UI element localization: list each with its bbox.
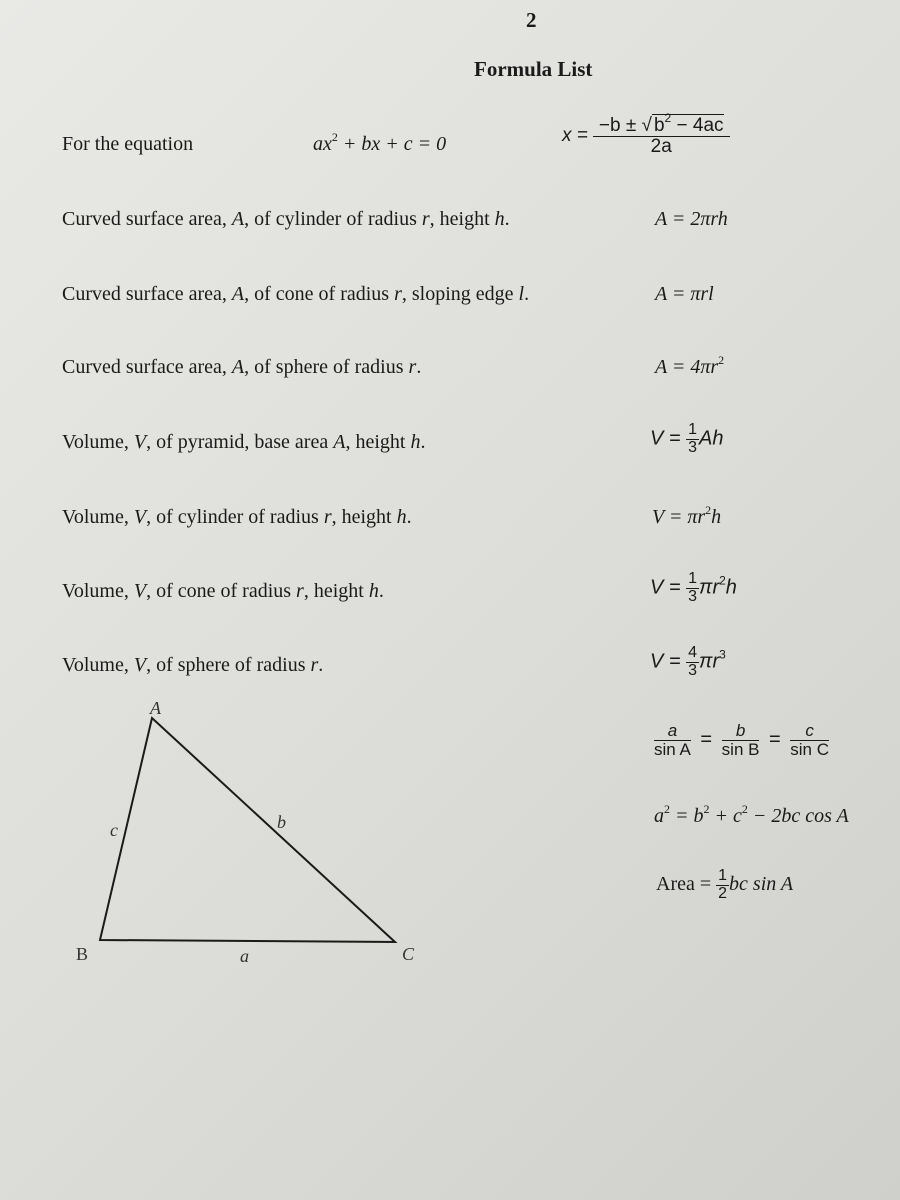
- triangle-outline: [100, 718, 395, 942]
- formula-expression: V = $\frac{4}{3}$ $\pi r^3$: [650, 644, 726, 679]
- formula-description: Volume, V, of sphere of radius r.: [62, 654, 324, 676]
- formula-description: Volume, V, of pyramid, base area A, height h.: [62, 431, 426, 453]
- quadratic-label: For the equation: [62, 133, 194, 155]
- formula-expression: $V = \pi r^2h$: [652, 503, 722, 528]
- radical-sign: √: [641, 115, 652, 136]
- page-title: Formula List: [474, 57, 593, 81]
- quadratic-equation: $ax^2$ + bx + c = 0: [313, 130, 447, 155]
- quadratic-formula: x = $\frac{-b \pm √ b^2 - 4ac}{2a}$: [562, 116, 730, 157]
- formula-description: Volume, V, of cone of radius r, height h.: [62, 580, 384, 602]
- vertex-c-label: C: [402, 944, 415, 964]
- vertex-b-label: B: [76, 944, 89, 964]
- area-rule: Area = $\frac{1}{2}$ bc sin A: [656, 867, 794, 902]
- triangle-diagram: [60, 700, 460, 980]
- vertex-a-label: A: [150, 700, 161, 718]
- page-number: 2: [526, 8, 537, 32]
- formula-expression: A = 2πrh: [655, 208, 728, 230]
- formula-expression: A = πrl: [655, 283, 714, 305]
- formula-description: Curved surface area, A, of sphere of radius r.: [62, 356, 422, 378]
- formula-expression: $A = 4\pi r^2$: [655, 353, 725, 378]
- side-b-label: b: [277, 812, 286, 832]
- cosine-rule: $a^2 = b^2 + c^2 - 2bc$ cos A: [654, 802, 849, 827]
- formula-description: Curved surface area, A, of cone of radius r, sloping edge l.: [62, 283, 530, 305]
- side-a-label: a: [240, 946, 249, 966]
- sine-rule: $\frac{a}{\text{sin A}}$ = $\frac{b}{\text{sin B}}$ = $\frac{c}{\text{sin C}}$: [654, 721, 830, 759]
- formula-description: Volume, V, of cylinder of radius r, height h.: [62, 506, 412, 528]
- formula-expression: V = $\frac{1}{3}$ Ah: [650, 421, 724, 456]
- side-c-label: c: [110, 820, 118, 840]
- formula-description: Curved surface area, A, of cylinder of radius r, height h.: [62, 208, 510, 230]
- formula-expression: V = $\frac{1}{3}$ $\pi r^2h$: [650, 570, 737, 605]
